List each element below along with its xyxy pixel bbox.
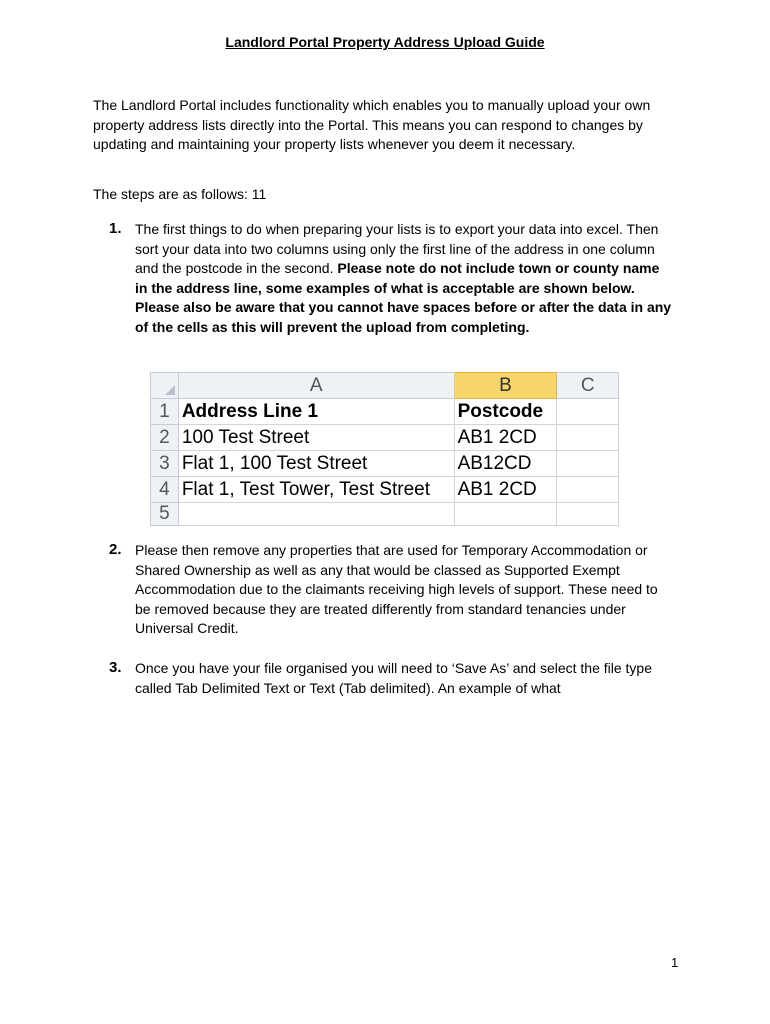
row-number: 2 (151, 425, 179, 451)
cell-empty (557, 399, 619, 425)
cell-postcode: Postcode (454, 399, 557, 425)
step-2-number: 2. (109, 541, 122, 558)
step-3-number: 3. (109, 659, 122, 676)
row-number: 3 (151, 451, 179, 477)
document-title: Landlord Portal Property Address Upload Guide (225, 34, 545, 50)
step-2-text: Please then remove any properties that are used for Temporary Accommodation or Shared Ownership as well as any that would be classed as Supported Exempt Accommodation due to the claimants receiving high levels of support. These need to be removed because they are treated differently from standard tenancies under Universal Credit. (135, 542, 658, 636)
cell-postcode: AB12CD (454, 451, 557, 477)
page-number: 1 (671, 955, 679, 970)
step-1-text (135, 220, 675, 337)
column-header-a: A (178, 373, 454, 399)
step-1-bold-note: Please note do not include town or county name in the address line, some examples of what is acceptable are shown below. Please also be aware that you cannot have spaces before or after the data in any of the cells as this will prevent the upload from completing. (135, 260, 672, 335)
row-number: 5 (151, 503, 179, 526)
step-3-text: Once you have your file organised you will need to ‘Save As’ and select the file type called Tab Delimited Text or Text (Tab delimited). An example of what (135, 660, 653, 696)
column-header-b: B (454, 373, 557, 399)
cell-empty (557, 477, 619, 503)
select-all-corner (151, 373, 179, 399)
row-number: 4 (151, 477, 179, 503)
cell-postcode (454, 503, 557, 526)
cell-empty (557, 451, 619, 477)
cell-empty (557, 503, 619, 526)
cell-address: Flat 1, 100 Test Street (178, 451, 454, 477)
cell-postcode: AB1 2CD (454, 425, 557, 451)
spreadsheet-example (150, 372, 619, 526)
cell-address: 100 Test Street (178, 425, 454, 451)
cell-empty (557, 425, 619, 451)
cell-address: Flat 1, Test Tower, Test Street (178, 477, 454, 503)
step-1-normal-text: The first things to do when preparing your lists is to export your data into excel. Then sort your data into two columns using only the first line of the address in one column and the postcode in the second. (135, 221, 659, 276)
intro-paragraph: The Landlord Portal includes functionality which enables you to manually upload your own property address lists directly into the Portal. This means you can respond to changes by updating and maintaining your property lists whenever you deem it necessary. (93, 97, 651, 153)
cell-postcode: AB1 2CD (454, 477, 557, 503)
cell-address (178, 503, 454, 526)
cell-address: Address Line 1 (178, 399, 454, 425)
row-number: 1 (151, 399, 179, 425)
column-header-c: C (557, 373, 619, 399)
step-1-number: 1. (109, 220, 122, 237)
steps-intro: The steps are as follows: 11 (93, 186, 267, 202)
